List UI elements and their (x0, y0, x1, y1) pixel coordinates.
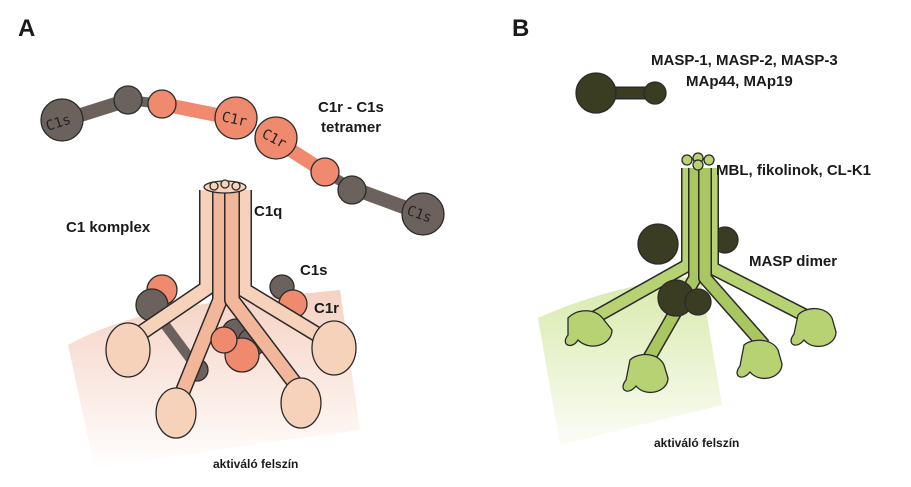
bead-label-c1s-left: C1s (43, 111, 73, 135)
bead-label-c1s-right: C1s (404, 202, 434, 227)
panel-b-letter: B (512, 15, 530, 42)
panel-a-letter: A (18, 15, 36, 42)
masp-label-line2: MAp44, MAp19 (686, 73, 793, 90)
c1s-label: C1s (300, 262, 328, 279)
surface-label-a: aktiváló felszín (213, 457, 299, 471)
panel-b (512, 15, 871, 450)
masp-label-line1: MASP-1, MASP-2, MASP-3 (651, 52, 838, 69)
c1r-joint-right (311, 158, 339, 186)
masp-dimer-label: MASP dimer (749, 253, 838, 270)
panel-a (18, 15, 444, 471)
c1-complex-label: C1 komplex (66, 219, 151, 236)
tetramer-label-line1: C1r - C1s (318, 99, 384, 116)
bead-label-c1r-left: C1r (220, 109, 249, 131)
c1s-joint-left (114, 86, 142, 114)
tetramer-label-line2: tetramer (321, 119, 382, 136)
c1s-joint-right (338, 176, 366, 204)
c1r-label: C1r (314, 300, 340, 317)
surface-label-b: aktiváló felszín (654, 436, 740, 450)
bead-label-c1r-right: C1r (258, 126, 289, 153)
masp-monomer (576, 73, 666, 113)
c1q-label: C1q (254, 203, 283, 220)
c1r-joint-left (148, 90, 176, 118)
lectin-label: MBL, fikolinok, CL-K1 (716, 162, 871, 179)
